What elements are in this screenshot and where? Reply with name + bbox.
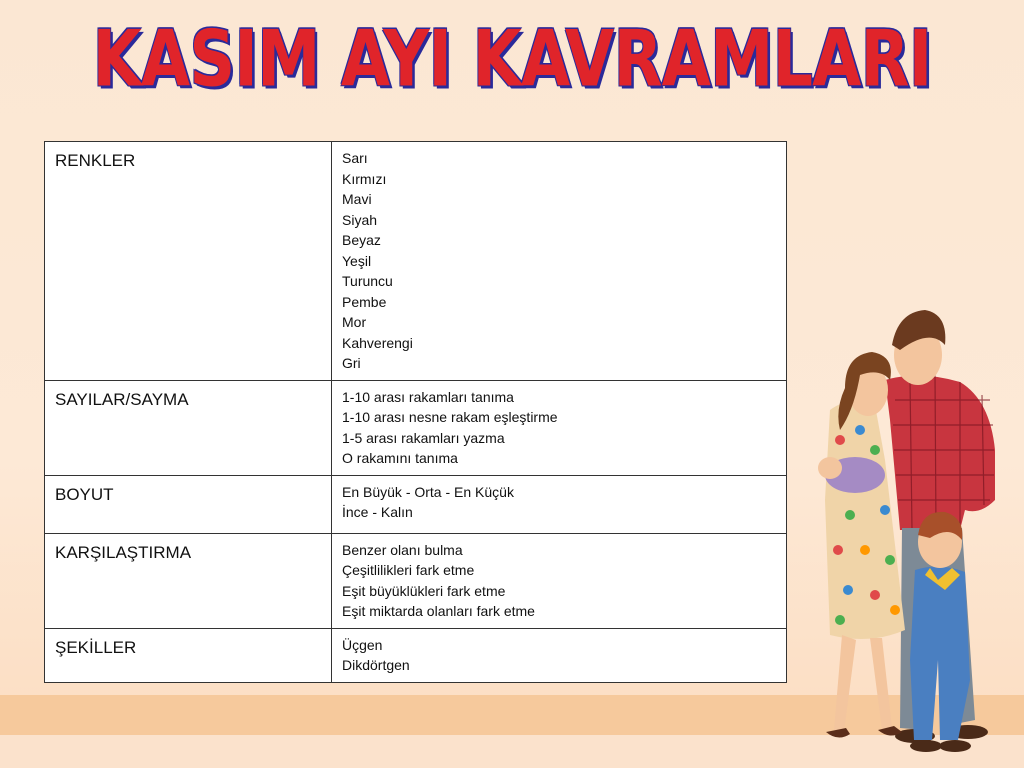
list-item: Turuncu: [342, 273, 393, 289]
table-row: [45, 475, 787, 533]
list-item: Yeşil: [342, 252, 372, 269]
item-list: [342, 387, 776, 469]
items-cell: [332, 628, 787, 682]
list-item: Siyah: [342, 211, 378, 228]
item-list: [342, 540, 776, 622]
category-cell: BOYUT: [45, 475, 332, 533]
category-cell: ŞEKİLLER: [45, 628, 332, 682]
table-row: [45, 142, 787, 381]
item-list: [342, 148, 776, 374]
list-item: 1-5 arası rakamları yazma: [342, 429, 505, 446]
table-row: [45, 380, 787, 475]
list-item: Eşit büyüklükleri fark etme: [342, 582, 506, 599]
list-item: En Büyük - Orta - En Küçük: [342, 483, 514, 500]
list-item: 1-10 arası nesne rakam eşleştirme: [342, 409, 558, 425]
family-illustration-icon: [790, 300, 1024, 760]
list-item: Dikdörtgen: [342, 657, 410, 673]
items-cell: [332, 475, 787, 533]
list-item: Kırmızı: [342, 170, 387, 187]
list-item: Beyaz: [342, 232, 381, 248]
list-item: Çeşitlilikleri fark etme: [342, 562, 475, 578]
item-list: [342, 635, 776, 676]
list-item: Üçgen: [342, 636, 383, 653]
list-item: Mor: [342, 314, 367, 330]
concepts-table: [44, 141, 787, 683]
table-row: [45, 533, 787, 628]
list-item: Eşit miktarda olanları fark etme: [342, 603, 535, 619]
list-item: Kahverengi: [342, 334, 413, 351]
list-item: 1-10 arası rakamları tanıma: [342, 388, 514, 405]
items-cell: [332, 380, 787, 475]
list-item: Sarı: [342, 150, 368, 166]
list-item: İnce - Kalın: [342, 504, 413, 520]
category-cell: SAYILAR/SAYMA: [45, 380, 332, 475]
category-cell: RENKLER: [45, 142, 332, 381]
slide-title: KASIM AYI KAVRAMLARI: [92, 13, 932, 105]
list-item: Gri: [342, 355, 361, 371]
item-list: [342, 482, 776, 523]
items-cell: [332, 533, 787, 628]
items-cell: [332, 142, 787, 381]
category-cell: KARŞILAŞTIRMA: [45, 533, 332, 628]
list-item: O rakamını tanıma: [342, 450, 458, 466]
list-item: Pembe: [342, 293, 387, 310]
table-row: [45, 628, 787, 682]
list-item: Benzer olanı bulma: [342, 541, 463, 558]
list-item: Mavi: [342, 191, 372, 207]
